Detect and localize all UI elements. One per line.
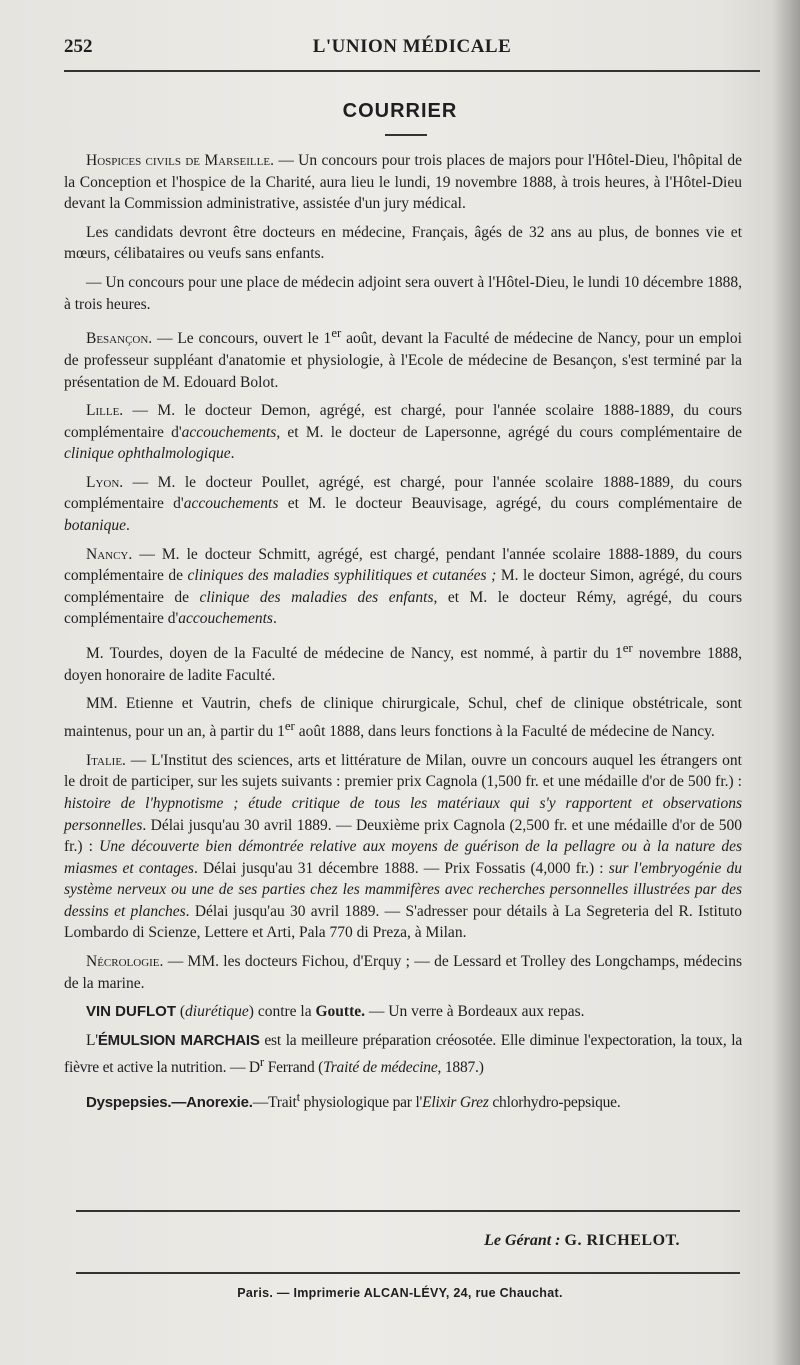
ad-text: chlorhydro-pepsique. <box>488 1094 621 1112</box>
paragraph-lead: Italie. <box>86 751 126 769</box>
ad-brand: VIN DUFLOT <box>86 1003 176 1021</box>
paragraph-lead: Nancy. <box>86 545 133 563</box>
paragraph-text: MM. Etienne et Vautrin, chefs de clinique chirurgicale, Schul, chef de clinique obstétricale, sont maintenus, pour un an, à partir du 1 <box>64 695 742 741</box>
page-edge-shadow <box>772 0 800 1365</box>
ad-text: , 1887.) <box>437 1059 484 1077</box>
superscript: r <box>259 1054 265 1070</box>
italic-text: accouchements <box>178 610 273 628</box>
superscript: er <box>284 717 295 733</box>
italic-text: histoire de l'hypnotisme ; étude critique de tous les matériaux qui s'y rapportent et observations personnelles <box>64 794 742 834</box>
paragraph-italie <box>64 750 742 944</box>
ad-text: est la meilleure préparation créosotée. Elle diminue l'expectoration, la toux, la fièvre et active la nutrition. — D <box>64 1031 742 1077</box>
ad-text: — Un verre à Bordeaux aux repas. <box>365 1003 585 1021</box>
ad-text: Ferrand ( <box>264 1059 324 1077</box>
paragraph-text: Les candidats devront être docteurs en médecine, Français, âgés de 32 ans au plus, de bonnes vie et mœurs, célibataires ou veufs sans enfants. <box>64 223 742 263</box>
paragraph-text: — M. le docteur Schmitt, agrégé, est chargé, pendant l'année scolaire 1888-1889, du cours complémentaire de <box>64 545 742 585</box>
paragraph-text: — Un concours pour trois places de majors pour l'Hôtel-Dieu, l'hôpital de la Conception et l'hospice de la Charité, aura lieu le lundi, 19 novembre 1888, à trois heures, à l'Hôtel-Dieu devant la Commission administrative, assistée d'un jury médical. <box>64 152 742 213</box>
paragraph-text: — L'Institut des sciences, arts et littérature de Milan, ouvre un concours auquel les étrangers ont le droit de participer, sur les sujets suivants : premier prix Cagnola (1,500 fr. et une médaille d'or de 500 fr.) : <box>64 751 742 791</box>
section-title: COURRIER <box>342 100 458 122</box>
paragraph-tourdes <box>64 637 742 686</box>
italic-text: botanique <box>64 517 126 535</box>
paragraph-concours-adjoint <box>64 272 742 315</box>
ad-text: physiologique par l' <box>300 1094 423 1112</box>
paragraph-text: et M. le docteur Beauvisage, agrégé, du cours complémentaire de <box>278 495 743 513</box>
paragraph-text: . Délai jusqu'au 30 avril 1889. — S'adresser pour détails à La Segreteria del R. Istituto Lombardo di Scienze, Lettere et Arti, Pala 770 di Preza, à Milan. <box>64 902 742 942</box>
paragraph-text: . <box>126 517 130 535</box>
paragraph-text: novembre 1888, doyen honoraire de ladite Faculté. <box>64 645 742 684</box>
paragraph-marseille <box>64 150 742 215</box>
paragraph-candidates <box>64 222 742 265</box>
ad-keyword: Goutte. <box>315 1003 365 1021</box>
advertisements <box>64 1001 742 1114</box>
ad-vin-duflot: VIN DUFLOT (diurétique) contre la Goutte. — Un verre à Bordeaux aux repas. <box>86 1003 585 1021</box>
superscript: er <box>331 325 342 341</box>
paragraph-lead: Lyon. <box>86 473 124 491</box>
ad-text: —Trait <box>252 1094 297 1112</box>
ad-brand: Dyspepsies.—Anorexie. <box>86 1094 253 1112</box>
italic-text: Elixir Grez <box>422 1094 489 1112</box>
italic-text: accouchements <box>181 423 277 441</box>
paragraph-text: , et M. le docteur Rémy, agrégé, du cours complémentaire d' <box>64 588 742 628</box>
italic-text: Traité de médecine <box>323 1059 438 1077</box>
paragraph-lead: Lille. <box>86 402 124 420</box>
paragraph-text: . <box>230 445 235 463</box>
paragraph-text: , et M. le docteur de Lapersonne, agrégé du cours complémentaire de <box>276 423 742 441</box>
italic-text: clinique ophthalmologique <box>64 445 231 463</box>
paragraph-text: août, devant la Faculté de médecine de Nancy, pour un emploi de professeur suppléant d'anatomie et physiologie, à l'Ecole de médecine de Besançon, s'est terminé par la présentation de M. Edouard Bolot. <box>64 330 742 391</box>
ad-text: contre la <box>253 1003 316 1021</box>
paragraph-text: . Délai jusqu'au 31 décembre 1888. — Prix Fossatis (4,000 fr.) : <box>193 859 609 877</box>
paragraph-text: M. le docteur Simon, agrégé, du cours complémentaire de <box>64 567 742 606</box>
paragraph-lille <box>64 400 742 465</box>
paragraph-text: — M. le docteur Poullet, agrégé, est chargé, pour l'année scolaire 1888-1889, du cours complémentaire d' <box>64 473 742 513</box>
gerant-signature <box>484 1232 680 1250</box>
imprint: Paris. — Imprimerie ALCAN-LÉVY, 24, rue Chauchat. <box>237 1286 563 1300</box>
page-header <box>64 28 760 64</box>
paragraph-lead: Nécrologie. <box>86 953 164 971</box>
page-number: 252 <box>64 36 93 57</box>
paragraph-text: M. Tourdes, doyen de la Faculté de médecine de Nancy, est nommé, à partir du 1 <box>86 645 623 663</box>
gerant-name: G. RICHELOT. <box>564 1232 680 1249</box>
header-rule <box>64 70 760 72</box>
superscript: t <box>296 1089 300 1105</box>
paragraph-text: août 1888, dans leurs fonctions à la Faculté de médecine de Nancy. <box>294 723 715 741</box>
italic-text: sur l'embryogénie du système nerveux ou une de ses parties chez les mammifères avec recherches personnelles illustrées par des dessins et planches <box>64 859 742 920</box>
paragraph-necrologie <box>64 951 742 994</box>
footer-rule <box>76 1272 740 1274</box>
paragraph-lead: Hospices civils de Marseille. <box>86 152 274 169</box>
ad-text: L' <box>86 1031 98 1049</box>
superscript: er <box>622 640 633 656</box>
footer-rule <box>76 1210 740 1212</box>
ad-emulsion-marchais <box>64 1030 742 1079</box>
paragraph-besancon <box>64 322 742 393</box>
paragraph-text: . <box>272 610 277 628</box>
paragraph-etienne-vautrin <box>64 693 742 742</box>
ad-brand: ÉMULSION MARCHAIS <box>97 1031 260 1049</box>
paragraph-text: — M. le docteur Demon, agrégé, est chargé, pour l'année scolaire 1888-1889, du cours complémentaire d' <box>64 402 742 441</box>
title-rule <box>385 134 427 136</box>
paragraph-text: — MM. les docteurs Fichou, d'Erquy ; — de Lessard et Trolley des Longchamps, médecins de la marine. <box>64 953 742 992</box>
paragraph-lead: Besançon. <box>86 330 153 348</box>
italic-text: clinique des maladies des enfants <box>199 588 434 606</box>
italic-text: diurétique <box>185 1003 249 1021</box>
paragraph-lyon <box>64 472 742 537</box>
running-title: L'UNION MÉDICALE <box>312 36 512 57</box>
ad-elixir-grez <box>64 1086 742 1114</box>
paragraph-text: . Délai jusqu'au 30 avril 1889. — Deuxième prix Cagnola (2,500 fr. et une médaille d'or de 500 fr.) : <box>64 816 742 856</box>
gerant-label: Le Gérant : <box>484 1232 561 1249</box>
paragraph-text: — Le concours, ouvert le 1 <box>152 330 332 348</box>
paragraph-text: — Un concours pour une place de médecin adjoint sera ouvert à l'Hôtel-Dieu, le lundi 10 décembre 1888, à trois heures. <box>64 273 742 313</box>
italic-text: Une découverte bien démontrée relative aux moyens de guérison de la pellagre ou à la nature des miasmes et contages <box>64 838 743 877</box>
italic-text: cliniques des maladies syphilitiques et cutanées ; <box>187 567 497 585</box>
italic-text: accouchements <box>183 495 279 513</box>
article-body <box>64 150 742 1121</box>
paragraph-nancy <box>64 544 742 630</box>
